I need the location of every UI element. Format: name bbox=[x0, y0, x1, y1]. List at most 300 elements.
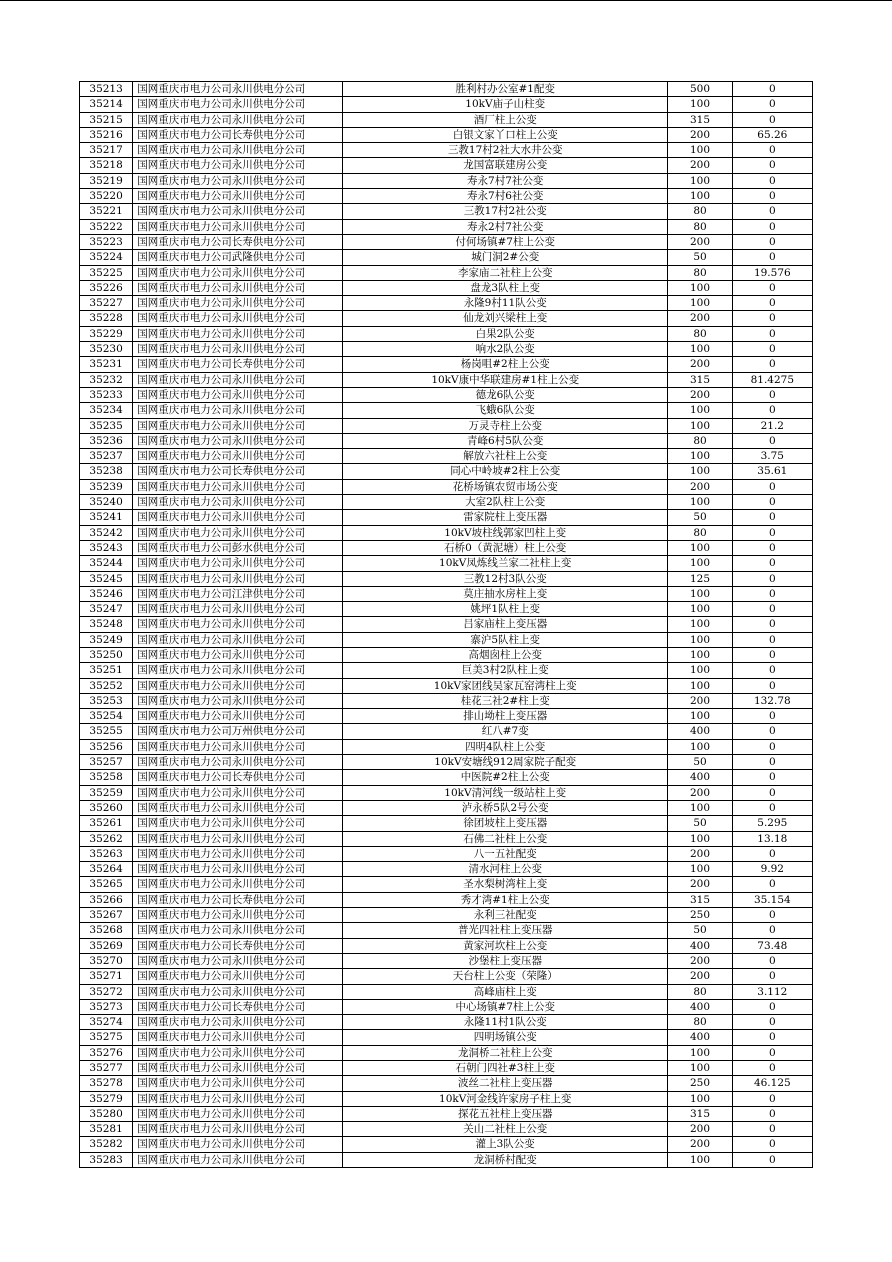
table-row bbox=[80, 602, 813, 617]
capacity-cell: 400 bbox=[668, 770, 732, 785]
value-cell: 0 bbox=[732, 540, 812, 555]
value-cell: 0 bbox=[732, 1061, 812, 1076]
company-cell: 国网重庆市电力公司永川供电分公司 bbox=[133, 479, 343, 494]
capacity-cell: 80 bbox=[668, 219, 732, 234]
row-id-cell: 35253 bbox=[80, 693, 133, 708]
transformer-name-cell: 白果2队公变 bbox=[343, 326, 668, 341]
transformer-name-cell: 四明4队柱上公变 bbox=[343, 739, 668, 754]
table-row bbox=[80, 143, 813, 158]
company-cell: 国网重庆市电力公司永川供电分公司 bbox=[133, 296, 343, 311]
company-cell: 国网重庆市电力公司永川供电分公司 bbox=[133, 204, 343, 219]
capacity-cell: 80 bbox=[668, 1015, 732, 1030]
table-row bbox=[80, 892, 813, 907]
company-cell: 国网重庆市电力公司永川供电分公司 bbox=[133, 280, 343, 295]
row-id-cell: 35235 bbox=[80, 418, 133, 433]
transformer-name-cell: 李家庙二社柱上公变 bbox=[343, 265, 668, 280]
value-cell: 0 bbox=[732, 219, 812, 234]
table-row bbox=[80, 510, 813, 525]
value-cell: 0 bbox=[732, 1045, 812, 1060]
company-cell: 国网重庆市电力公司彭水供电分公司 bbox=[133, 540, 343, 555]
row-id-cell: 35223 bbox=[80, 234, 133, 249]
table-row bbox=[80, 540, 813, 555]
table-row bbox=[80, 586, 813, 601]
capacity-cell: 80 bbox=[668, 525, 732, 540]
value-cell: 0 bbox=[732, 1122, 812, 1137]
row-id-cell: 35247 bbox=[80, 602, 133, 617]
transformer-name-cell: 杨岗咀#2柱上公变 bbox=[343, 357, 668, 372]
capacity-cell: 100 bbox=[668, 540, 732, 555]
company-cell: 国网重庆市电力公司永川供电分公司 bbox=[133, 525, 343, 540]
row-id-cell: 35276 bbox=[80, 1045, 133, 1060]
data-table bbox=[79, 81, 813, 1168]
value-cell: 0 bbox=[732, 632, 812, 647]
capacity-cell: 250 bbox=[668, 1076, 732, 1091]
row-id-cell: 35242 bbox=[80, 525, 133, 540]
value-cell: 0 bbox=[732, 280, 812, 295]
transformer-name-cell: 八一五社配变 bbox=[343, 846, 668, 861]
row-id-cell: 35274 bbox=[80, 1015, 133, 1030]
company-cell: 国网重庆市电力公司长寿供电分公司 bbox=[133, 357, 343, 372]
table-row bbox=[80, 816, 813, 831]
table-row bbox=[80, 862, 813, 877]
row-id-cell: 35266 bbox=[80, 892, 133, 907]
row-id-cell: 35258 bbox=[80, 770, 133, 785]
capacity-cell: 200 bbox=[668, 158, 732, 173]
table-row bbox=[80, 495, 813, 510]
capacity-cell: 100 bbox=[668, 418, 732, 433]
row-id-cell: 35220 bbox=[80, 189, 133, 204]
capacity-cell: 315 bbox=[668, 1106, 732, 1121]
transformer-name-cell: 寿永2村7社公变 bbox=[343, 219, 668, 234]
transformer-name-cell: 龙洞桥二社柱上公变 bbox=[343, 1045, 668, 1060]
company-cell: 国网重庆市电力公司永川供电分公司 bbox=[133, 449, 343, 464]
table-row bbox=[80, 464, 813, 479]
capacity-cell: 100 bbox=[668, 862, 732, 877]
table-row bbox=[80, 112, 813, 127]
capacity-cell: 100 bbox=[668, 280, 732, 295]
capacity-cell: 200 bbox=[668, 877, 732, 892]
value-cell: 0 bbox=[732, 800, 812, 815]
transformer-name-cell: 酒厂柱上公变 bbox=[343, 112, 668, 127]
capacity-cell: 100 bbox=[668, 647, 732, 662]
company-cell: 国网重庆市电力公司长寿供电分公司 bbox=[133, 938, 343, 953]
row-id-cell: 35267 bbox=[80, 908, 133, 923]
row-id-cell: 35265 bbox=[80, 877, 133, 892]
value-cell: 0 bbox=[732, 969, 812, 984]
company-cell: 国网重庆市电力公司永川供电分公司 bbox=[133, 173, 343, 188]
company-cell: 国网重庆市电力公司永川供电分公司 bbox=[133, 158, 343, 173]
table-row bbox=[80, 433, 813, 448]
transformer-name-cell: 吕家庙柱上变压器 bbox=[343, 617, 668, 632]
company-cell: 国网重庆市电力公司永川供电分公司 bbox=[133, 632, 343, 647]
table-row bbox=[80, 342, 813, 357]
row-id-cell: 35240 bbox=[80, 495, 133, 510]
transformer-name-cell: 万灵寺柱上公变 bbox=[343, 418, 668, 433]
table-row bbox=[80, 158, 813, 173]
company-cell: 国网重庆市电力公司永川供电分公司 bbox=[133, 647, 343, 662]
capacity-cell: 100 bbox=[668, 464, 732, 479]
table-row bbox=[80, 82, 813, 97]
row-id-cell: 35234 bbox=[80, 403, 133, 418]
value-cell: 0 bbox=[732, 602, 812, 617]
company-cell: 国网重庆市电力公司永川供电分公司 bbox=[133, 693, 343, 708]
capacity-cell: 200 bbox=[668, 387, 732, 402]
capacity-cell: 100 bbox=[668, 678, 732, 693]
capacity-cell: 80 bbox=[668, 984, 732, 999]
table-row bbox=[80, 632, 813, 647]
capacity-cell: 200 bbox=[668, 693, 732, 708]
table-row bbox=[80, 1137, 813, 1152]
company-cell: 国网重庆市电力公司永川供电分公司 bbox=[133, 1091, 343, 1106]
table-row bbox=[80, 709, 813, 724]
capacity-cell: 125 bbox=[668, 571, 732, 586]
value-cell: 0 bbox=[732, 525, 812, 540]
capacity-cell: 100 bbox=[668, 709, 732, 724]
table-row bbox=[80, 173, 813, 188]
transformer-name-cell: 三教17村2社大水井公变 bbox=[343, 143, 668, 158]
value-cell: 0 bbox=[732, 204, 812, 219]
value-cell: 0 bbox=[732, 97, 812, 112]
transformer-name-cell: 黄家河坎柱上公变 bbox=[343, 938, 668, 953]
company-cell: 国网重庆市电力公司长寿供电分公司 bbox=[133, 234, 343, 249]
value-cell: 0 bbox=[732, 908, 812, 923]
row-id-cell: 35215 bbox=[80, 112, 133, 127]
transformer-name-cell: 胜利村办公室#1配变 bbox=[343, 82, 668, 97]
row-id-cell: 35214 bbox=[80, 97, 133, 112]
company-cell: 国网重庆市电力公司永川供电分公司 bbox=[133, 433, 343, 448]
table-row bbox=[80, 234, 813, 249]
table-row bbox=[80, 1030, 813, 1045]
transformer-name-cell: 圣水梨树湾柱上变 bbox=[343, 877, 668, 892]
transformer-name-cell: 寿永7村6社公变 bbox=[343, 189, 668, 204]
transformer-name-cell: 10kV家团线吴家瓦窑湾柱上变 bbox=[343, 678, 668, 693]
row-id-cell: 35225 bbox=[80, 265, 133, 280]
company-cell: 国网重庆市电力公司永川供电分公司 bbox=[133, 877, 343, 892]
table-row bbox=[80, 984, 813, 999]
row-id-cell: 35278 bbox=[80, 1076, 133, 1091]
capacity-cell: 100 bbox=[668, 602, 732, 617]
capacity-cell: 200 bbox=[668, 969, 732, 984]
transformer-name-cell: 10kV凤炼线兰家二社柱上变 bbox=[343, 556, 668, 571]
value-cell: 0 bbox=[732, 1030, 812, 1045]
value-cell: 0 bbox=[732, 770, 812, 785]
company-cell: 国网重庆市电力公司永川供电分公司 bbox=[133, 1137, 343, 1152]
transformer-name-cell: 10kV康中华联建房#1柱上公变 bbox=[343, 372, 668, 387]
transformer-name-cell: 四明场镇公变 bbox=[343, 1030, 668, 1045]
capacity-cell: 100 bbox=[668, 632, 732, 647]
table-body bbox=[80, 82, 813, 1168]
transformer-name-cell: 同心中岭坡#2柱上公变 bbox=[343, 464, 668, 479]
row-id-cell: 35248 bbox=[80, 617, 133, 632]
value-cell: 0 bbox=[732, 479, 812, 494]
transformer-name-cell: 巨美3村2队柱上变 bbox=[343, 663, 668, 678]
capacity-cell: 100 bbox=[668, 173, 732, 188]
value-cell: 0 bbox=[732, 739, 812, 754]
capacity-cell: 100 bbox=[668, 143, 732, 158]
row-id-cell: 35226 bbox=[80, 280, 133, 295]
table-row bbox=[80, 326, 813, 341]
row-id-cell: 35271 bbox=[80, 969, 133, 984]
row-id-cell: 35213 bbox=[80, 82, 133, 97]
table-row bbox=[80, 693, 813, 708]
capacity-cell: 200 bbox=[668, 846, 732, 861]
company-cell: 国网重庆市电力公司永川供电分公司 bbox=[133, 219, 343, 234]
row-id-cell: 35251 bbox=[80, 663, 133, 678]
row-id-cell: 35232 bbox=[80, 372, 133, 387]
transformer-name-cell: 雷家院柱上变压器 bbox=[343, 510, 668, 525]
row-id-cell: 35245 bbox=[80, 571, 133, 586]
value-cell: 0 bbox=[732, 495, 812, 510]
value-cell: 73.48 bbox=[732, 938, 812, 953]
table-row bbox=[80, 923, 813, 938]
value-cell: 0 bbox=[732, 709, 812, 724]
company-cell: 国网重庆市电力公司长寿供电分公司 bbox=[133, 999, 343, 1014]
transformer-name-cell: 寿永7村7社公变 bbox=[343, 173, 668, 188]
table-row bbox=[80, 647, 813, 662]
transformer-name-cell: 青峰6村5队公变 bbox=[343, 433, 668, 448]
transformer-name-cell: 大室2队柱上公变 bbox=[343, 495, 668, 510]
company-cell: 国网重庆市电力公司永川供电分公司 bbox=[133, 831, 343, 846]
company-cell: 国网重庆市电力公司永川供电分公司 bbox=[133, 678, 343, 693]
value-cell: 0 bbox=[732, 617, 812, 632]
transformer-name-cell: 石桥0（黄泥塘）柱上公变 bbox=[343, 540, 668, 555]
table-row bbox=[80, 571, 813, 586]
capacity-cell: 50 bbox=[668, 816, 732, 831]
company-cell: 国网重庆市电力公司永川供电分公司 bbox=[133, 326, 343, 341]
table-row bbox=[80, 877, 813, 892]
company-cell: 国网重庆市电力公司万州供电分公司 bbox=[133, 724, 343, 739]
table-row bbox=[80, 800, 813, 815]
table-row bbox=[80, 678, 813, 693]
row-id-cell: 35241 bbox=[80, 510, 133, 525]
capacity-cell: 200 bbox=[668, 311, 732, 326]
transformer-name-cell: 灌上3队公变 bbox=[343, 1137, 668, 1152]
table-row bbox=[80, 204, 813, 219]
row-id-cell: 35264 bbox=[80, 862, 133, 877]
capacity-cell: 100 bbox=[668, 97, 732, 112]
company-cell: 国网重庆市电力公司永川供电分公司 bbox=[133, 617, 343, 632]
company-cell: 国网重庆市电力公司永川供电分公司 bbox=[133, 602, 343, 617]
company-cell: 国网重庆市电力公司永川供电分公司 bbox=[133, 403, 343, 418]
company-cell: 国网重庆市电力公司永川供电分公司 bbox=[133, 984, 343, 999]
transformer-name-cell: 寨沪5队柱上变 bbox=[343, 632, 668, 647]
table-row bbox=[80, 372, 813, 387]
row-id-cell: 35269 bbox=[80, 938, 133, 953]
capacity-cell: 100 bbox=[668, 586, 732, 601]
table-row bbox=[80, 265, 813, 280]
capacity-cell: 200 bbox=[668, 1137, 732, 1152]
company-cell: 国网重庆市电力公司永川供电分公司 bbox=[133, 1122, 343, 1137]
table-row bbox=[80, 387, 813, 402]
row-id-cell: 35244 bbox=[80, 556, 133, 571]
transformer-name-cell: 龙洞桥村配变 bbox=[343, 1152, 668, 1167]
value-cell: 21.2 bbox=[732, 418, 812, 433]
value-cell: 81.4275 bbox=[732, 372, 812, 387]
table-row bbox=[80, 1091, 813, 1106]
table-row bbox=[80, 770, 813, 785]
capacity-cell: 200 bbox=[668, 234, 732, 249]
company-cell: 国网重庆市电力公司永川供电分公司 bbox=[133, 1106, 343, 1121]
company-cell: 国网重庆市电力公司永川供电分公司 bbox=[133, 1015, 343, 1030]
company-cell: 国网重庆市电力公司永川供电分公司 bbox=[133, 969, 343, 984]
table-row bbox=[80, 755, 813, 770]
company-cell: 国网重庆市电力公司永川供电分公司 bbox=[133, 82, 343, 97]
capacity-cell: 100 bbox=[668, 831, 732, 846]
value-cell: 3.75 bbox=[732, 449, 812, 464]
transformer-name-cell: 普光四社柱上变压器 bbox=[343, 923, 668, 938]
table-row bbox=[80, 250, 813, 265]
capacity-cell: 100 bbox=[668, 1091, 732, 1106]
company-cell: 国网重庆市电力公司永川供电分公司 bbox=[133, 663, 343, 678]
page-top-rule bbox=[0, 0, 892, 1]
row-id-cell: 35273 bbox=[80, 999, 133, 1014]
value-cell: 19.576 bbox=[732, 265, 812, 280]
table-row bbox=[80, 403, 813, 418]
row-id-cell: 35268 bbox=[80, 923, 133, 938]
capacity-cell: 200 bbox=[668, 357, 732, 372]
table-row bbox=[80, 785, 813, 800]
transformer-name-cell: 桂花三社2#柱上变 bbox=[343, 693, 668, 708]
table-row bbox=[80, 739, 813, 754]
value-cell: 0 bbox=[732, 433, 812, 448]
table-row bbox=[80, 1152, 813, 1167]
transformer-name-cell: 永隆11村1队公变 bbox=[343, 1015, 668, 1030]
company-cell: 国网重庆市电力公司长寿供电分公司 bbox=[133, 127, 343, 142]
row-id-cell: 35221 bbox=[80, 204, 133, 219]
table-row bbox=[80, 908, 813, 923]
capacity-cell: 100 bbox=[668, 617, 732, 632]
value-cell: 0 bbox=[732, 143, 812, 158]
table-row bbox=[80, 1045, 813, 1060]
transformer-name-cell: 三教12村3队公变 bbox=[343, 571, 668, 586]
row-id-cell: 35249 bbox=[80, 632, 133, 647]
transformer-name-cell: 德龙6队公变 bbox=[343, 387, 668, 402]
value-cell: 0 bbox=[732, 296, 812, 311]
company-cell: 国网重庆市电力公司永川供电分公司 bbox=[133, 816, 343, 831]
value-cell: 3.112 bbox=[732, 984, 812, 999]
row-id-cell: 35239 bbox=[80, 479, 133, 494]
row-id-cell: 35255 bbox=[80, 724, 133, 739]
capacity-cell: 50 bbox=[668, 923, 732, 938]
table-row bbox=[80, 846, 813, 861]
value-cell: 0 bbox=[732, 755, 812, 770]
transformer-name-cell: 永利三社配变 bbox=[343, 908, 668, 923]
row-id-cell: 35272 bbox=[80, 984, 133, 999]
row-id-cell: 35246 bbox=[80, 586, 133, 601]
table-row bbox=[80, 1122, 813, 1137]
capacity-cell: 100 bbox=[668, 556, 732, 571]
value-cell: 0 bbox=[732, 189, 812, 204]
transformer-name-cell: 付何场镇#7柱上公变 bbox=[343, 234, 668, 249]
capacity-cell: 50 bbox=[668, 250, 732, 265]
row-id-cell: 35237 bbox=[80, 449, 133, 464]
value-cell: 0 bbox=[732, 999, 812, 1014]
row-id-cell: 35243 bbox=[80, 540, 133, 555]
value-cell: 0 bbox=[732, 1015, 812, 1030]
row-id-cell: 35281 bbox=[80, 1122, 133, 1137]
row-id-cell: 35257 bbox=[80, 755, 133, 770]
row-id-cell: 35238 bbox=[80, 464, 133, 479]
capacity-cell: 200 bbox=[668, 479, 732, 494]
value-cell: 0 bbox=[732, 112, 812, 127]
row-id-cell: 35256 bbox=[80, 739, 133, 754]
transformer-name-cell: 10kV河金线许家房子柱上变 bbox=[343, 1091, 668, 1106]
value-cell: 0 bbox=[732, 173, 812, 188]
row-id-cell: 35236 bbox=[80, 433, 133, 448]
capacity-cell: 100 bbox=[668, 739, 732, 754]
transformer-name-cell: 秀才湾#1柱上公变 bbox=[343, 892, 668, 907]
row-id-cell: 35222 bbox=[80, 219, 133, 234]
capacity-cell: 80 bbox=[668, 326, 732, 341]
capacity-cell: 100 bbox=[668, 342, 732, 357]
company-cell: 国网重庆市电力公司永川供电分公司 bbox=[133, 556, 343, 571]
company-cell: 国网重庆市电力公司永川供电分公司 bbox=[133, 571, 343, 586]
value-cell: 0 bbox=[732, 877, 812, 892]
capacity-cell: 100 bbox=[668, 296, 732, 311]
row-id-cell: 35261 bbox=[80, 816, 133, 831]
capacity-cell: 100 bbox=[668, 449, 732, 464]
transformer-name-cell: 清水河柱上公变 bbox=[343, 862, 668, 877]
capacity-cell: 100 bbox=[668, 663, 732, 678]
capacity-cell: 250 bbox=[668, 908, 732, 923]
row-id-cell: 35263 bbox=[80, 846, 133, 861]
transformer-name-cell: 10kV安塘线912周家院子配变 bbox=[343, 755, 668, 770]
row-id-cell: 35216 bbox=[80, 127, 133, 142]
row-id-cell: 35262 bbox=[80, 831, 133, 846]
capacity-cell: 100 bbox=[668, 495, 732, 510]
row-id-cell: 35228 bbox=[80, 311, 133, 326]
value-cell: 0 bbox=[732, 234, 812, 249]
value-cell: 132.78 bbox=[732, 693, 812, 708]
company-cell: 国网重庆市电力公司永川供电分公司 bbox=[133, 189, 343, 204]
company-cell: 国网重庆市电力公司长寿供电分公司 bbox=[133, 892, 343, 907]
company-cell: 国网重庆市电力公司永川供电分公司 bbox=[133, 1045, 343, 1060]
transformer-name-cell: 泸永桥5队2号公变 bbox=[343, 800, 668, 815]
value-cell: 65.26 bbox=[732, 127, 812, 142]
transformer-name-cell: 10kV庙子山柱变 bbox=[343, 97, 668, 112]
capacity-cell: 100 bbox=[668, 1152, 732, 1167]
company-cell: 国网重庆市电力公司永川供电分公司 bbox=[133, 510, 343, 525]
value-cell: 35.61 bbox=[732, 464, 812, 479]
transformer-name-cell: 永隆9村11队公变 bbox=[343, 296, 668, 311]
transformer-name-cell: 10kV坡柱线郭家凹柱上变 bbox=[343, 525, 668, 540]
value-cell: 0 bbox=[732, 663, 812, 678]
table-row bbox=[80, 999, 813, 1014]
table-row bbox=[80, 1015, 813, 1030]
table-row bbox=[80, 280, 813, 295]
row-id-cell: 35224 bbox=[80, 250, 133, 265]
value-cell: 0 bbox=[732, 250, 812, 265]
value-cell: 35.154 bbox=[732, 892, 812, 907]
value-cell: 0 bbox=[732, 556, 812, 571]
row-id-cell: 35233 bbox=[80, 387, 133, 402]
company-cell: 国网重庆市电力公司永川供电分公司 bbox=[133, 387, 343, 402]
company-cell: 国网重庆市电力公司永川供电分公司 bbox=[133, 709, 343, 724]
company-cell: 国网重庆市电力公司江津供电分公司 bbox=[133, 586, 343, 601]
row-id-cell: 35254 bbox=[80, 709, 133, 724]
capacity-cell: 100 bbox=[668, 189, 732, 204]
transformer-name-cell: 10kV清河线一级站柱上变 bbox=[343, 785, 668, 800]
row-id-cell: 35275 bbox=[80, 1030, 133, 1045]
transformer-name-cell: 红八#7变 bbox=[343, 724, 668, 739]
value-cell: 0 bbox=[732, 326, 812, 341]
transformer-name-cell: 天台柱上公变（荣隆） bbox=[343, 969, 668, 984]
company-cell: 国网重庆市电力公司永川供电分公司 bbox=[133, 311, 343, 326]
table-row bbox=[80, 831, 813, 846]
capacity-cell: 200 bbox=[668, 953, 732, 968]
company-cell: 国网重庆市电力公司永川供电分公司 bbox=[133, 953, 343, 968]
value-cell: 0 bbox=[732, 586, 812, 601]
